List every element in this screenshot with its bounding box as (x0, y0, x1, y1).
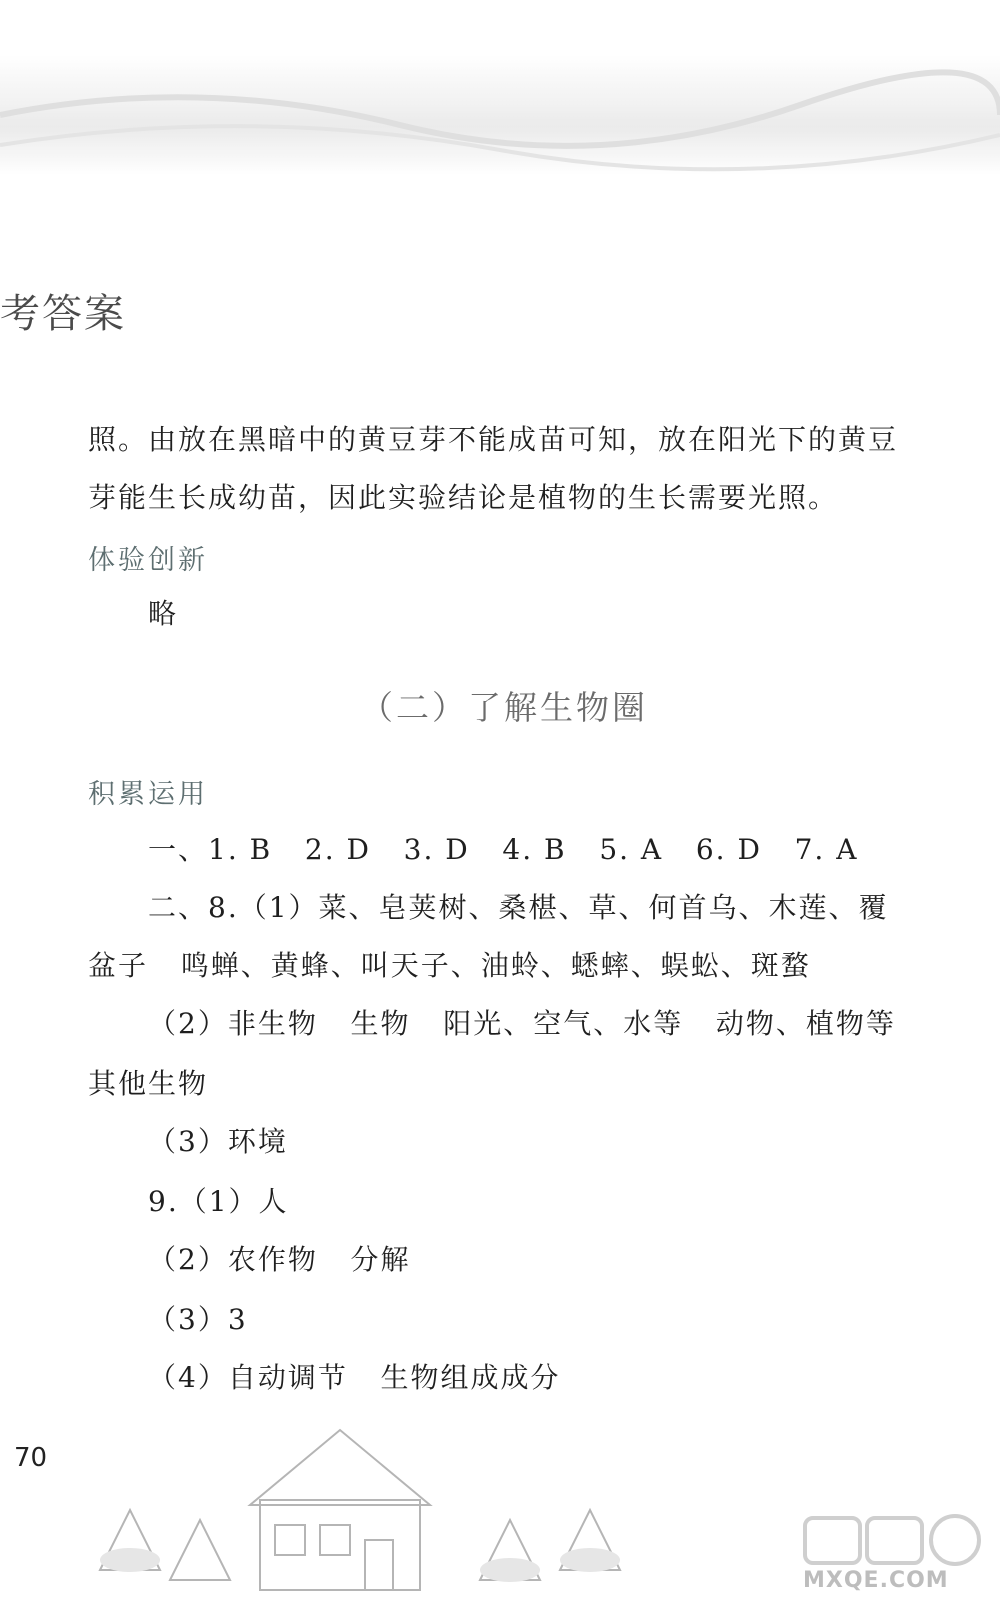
text-line-omitted: 略 (148, 597, 179, 630)
decorative-banner (0, 55, 1000, 175)
answer-line-8: （2）农作物 分解 (148, 1243, 411, 1276)
answer-line-9: （3）3 (148, 1303, 248, 1336)
chapter-title: （二）了解生物圈 (360, 688, 648, 727)
answer-line-10: （4）自动调节 生物组成成分 (148, 1361, 561, 1394)
watermark-logo-icon (795, 1510, 985, 1570)
answer-line-6: （3）环境 (148, 1125, 288, 1158)
page-number: 70 (14, 1443, 48, 1473)
answer-line-1: 一、1. B 2. D 3. D 4. B 5. A 6. D 7. A (148, 833, 859, 866)
section-label-accumulate: 积累运用 (88, 779, 208, 810)
watermark (795, 1510, 985, 1600)
text-line-2: 芽能生长成幼苗，因此实验结论是植物的生长需要光照。 (88, 481, 839, 514)
page-header-title: 考答案 (0, 291, 126, 337)
answer-line-5: 其他生物 (88, 1067, 209, 1100)
text-line-1: 照。由放在黑暗中的黄豆芽不能成苗可知，放在阳光下的黄豆 (88, 423, 899, 456)
answer-line-7: 9.（1）人 (148, 1185, 289, 1218)
banner-pattern (0, 55, 1000, 175)
answer-line-2: 二、8.（1）菜、皂荚树、桑椹、草、何首乌、木莲、覆 (148, 891, 889, 924)
watermark-text: MXQE.COM (803, 1568, 949, 1593)
answer-line-4: （2）非生物 生物 阳光、空气、水等 动物、植物等 (148, 1007, 896, 1040)
house-trees-illustration (60, 1420, 760, 1606)
answer-line-3: 盆子 鸣蝉、黄蜂、叫天子、油蛉、蟋蟀、蜈蚣、斑蝥 (88, 949, 811, 982)
section-label-experience: 体验创新 (88, 545, 208, 576)
